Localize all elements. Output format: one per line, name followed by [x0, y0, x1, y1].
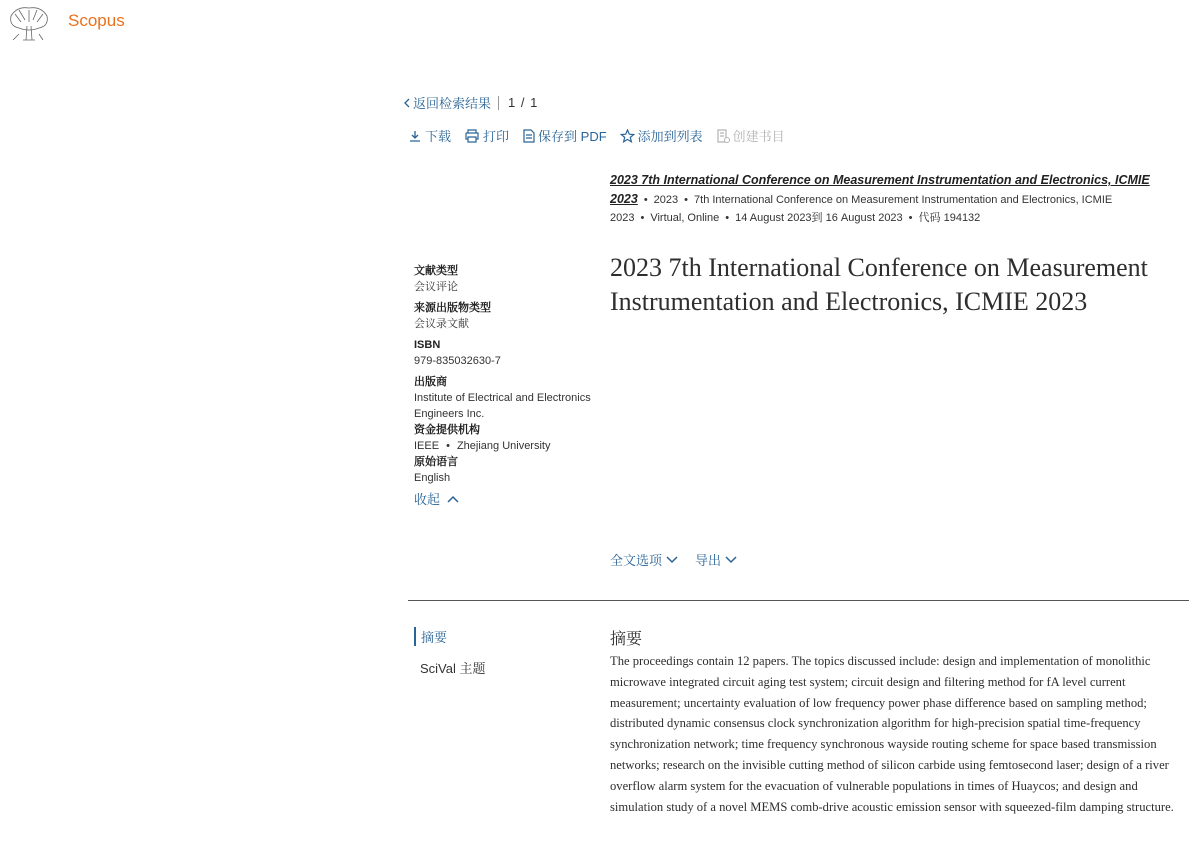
star-icon	[620, 129, 635, 143]
nav-item-abstract[interactable]: 摘要	[414, 627, 486, 646]
source-title-link[interactable]: 2023 7th International Conference on Measurement Instrumentation and Electronics, ICMIE 2023	[610, 173, 1150, 206]
funders-value	[414, 438, 604, 454]
source-type-value: 会议录文献	[414, 318, 469, 330]
back-to-results-link[interactable]	[403, 93, 491, 112]
abstract-text: The proceedings contain 12 papers. The topics discussed include: design and implementation of monolithic microwave integrated circuit aging test system; circuit design and filtering method for fA level current measurement; uncertainty evaluation of low frequency power phase difference based on sampling method; distributed dynamic consensus clock synchronization algorithm for high-precision spatial time-frequency synchronization network; time frequency synchronous wayside routing scheme for space based transmission networks; research on the invisible cutting method of silicon carbide using femtosecond laser; design of a river overflow alarm system for the evacuation of vulnerable populations in times of Huaycos; and design and simulation study of a novel MEMS comb-drive acoustic emission sensor with squeezed-film damping structure.	[610, 654, 1174, 814]
save-pdf-label: 保存到 PDF	[538, 129, 607, 144]
results-navigation	[403, 93, 538, 112]
conference-dates: 14 August 2023到 16 August 2023	[735, 212, 903, 224]
separator-dot: •	[640, 212, 645, 224]
document-actions	[610, 550, 754, 569]
publisher-value: Institute of Electrical and Electronics Engineers Inc.	[414, 392, 591, 420]
separator-dot: •	[684, 194, 689, 206]
publisher-label: 出版商	[414, 376, 447, 388]
abstract-heading: 摘要	[610, 631, 643, 648]
section-divider	[408, 600, 1189, 601]
print-label: 打印	[483, 129, 510, 144]
chevron-left-icon	[403, 98, 411, 108]
separator-dot: •	[908, 212, 913, 224]
save-pdf-button[interactable]	[522, 126, 607, 145]
separator-dot: •	[725, 212, 730, 224]
funder-name: Zhejiang University	[456, 440, 551, 452]
download-icon	[408, 129, 422, 143]
doc-type-value: 会议评论	[414, 281, 458, 293]
download-label: 下载	[425, 129, 452, 144]
isbn-value: 979-835032630-7	[414, 355, 501, 367]
separator-dot: •	[446, 440, 450, 452]
conference-location: Virtual, Online	[650, 212, 720, 224]
conference-name: 7th International Conference on Measurement Instrumentation and Electronics, ICMIE 2023	[610, 194, 1113, 224]
create-bibliography-label: 创建书目	[732, 129, 785, 144]
isbn-label: ISBN	[414, 339, 441, 351]
chevron-down-icon	[725, 556, 737, 564]
funder-name: IEEE	[414, 440, 440, 452]
document-title: 2023 7th International Conference on Measurement Instrumentation and Electronics, ICMIE 2023	[610, 253, 1148, 316]
add-to-list-button[interactable]	[620, 126, 703, 145]
conference-code: 代码 194132	[918, 212, 981, 224]
download-button[interactable]	[408, 126, 451, 145]
bibliography-icon	[716, 129, 730, 143]
language-label: 原始语言	[414, 456, 458, 468]
source-type-label: 来源出版物类型	[414, 302, 491, 314]
chevron-down-icon	[666, 556, 678, 564]
pdf-icon	[522, 129, 535, 143]
document-toolbar	[408, 126, 798, 145]
document-metadata	[414, 258, 604, 508]
scopus-brand[interactable]: Scopus	[68, 11, 125, 30]
add-to-list-label: 添加到列表	[637, 129, 703, 144]
chevron-up-icon	[447, 495, 459, 503]
print-button[interactable]	[464, 126, 509, 145]
funding-label: 资金提供机构	[414, 424, 480, 436]
full-text-options-label: 全文选项	[610, 553, 663, 568]
back-to-results-label: 返回检索结果	[413, 96, 492, 111]
export-dropdown[interactable]	[695, 550, 737, 569]
print-icon	[464, 129, 480, 143]
divider	[498, 96, 499, 110]
doc-type-label: 文献类型	[414, 265, 458, 277]
create-bibliography-button[interactable]	[716, 126, 785, 145]
language-value: English	[414, 472, 451, 484]
elsevier-tree-logo[interactable]	[7, 4, 51, 44]
full-text-options-dropdown[interactable]	[610, 550, 678, 569]
source-year: 2023	[653, 194, 679, 206]
export-label: 导出	[695, 553, 722, 568]
collapse-metadata-button[interactable]	[414, 489, 604, 508]
source-info	[610, 171, 1165, 227]
result-pager: 1 / 1	[508, 95, 539, 110]
separator-dot: •	[643, 194, 648, 206]
collapse-label: 收起	[414, 492, 441, 507]
section-nav	[414, 627, 486, 689]
nav-item-scival[interactable]: SciVal 主题	[420, 661, 486, 676]
